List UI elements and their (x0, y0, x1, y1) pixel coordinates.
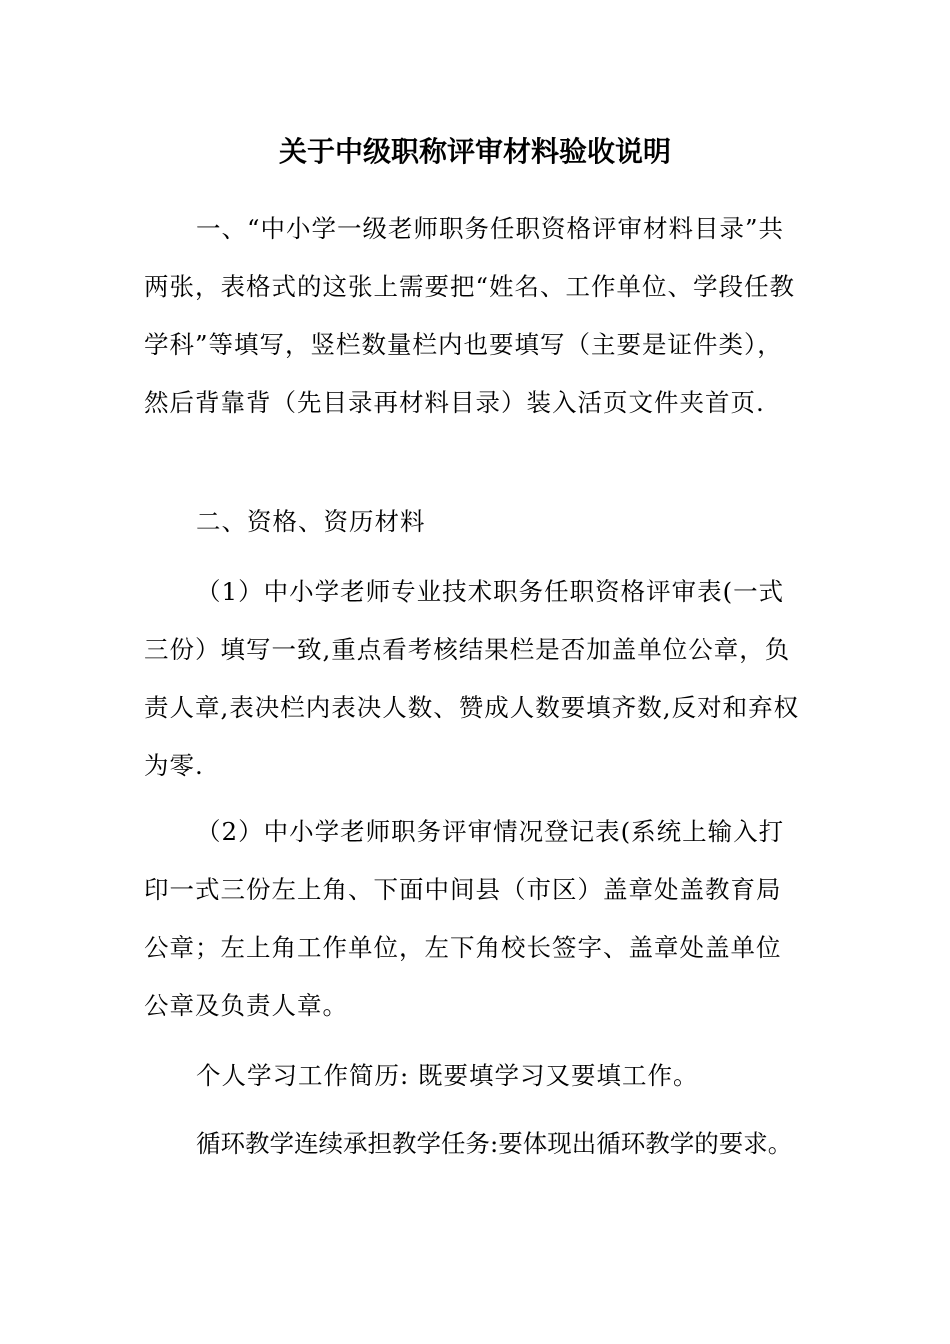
paragraph-work-history: 个人学习工作简历: 既要填学习又要填工作。 (196, 1061, 699, 1090)
paragraph-catalog-instructions: 一、“中小学一级老师职务任职资格评审材料目录”共两张，表格式的这张上需要把“姓名、工作单位、学段任教学科”等填写，竖栏数量栏内也要填写（主要是证件类），然后背靠背（先目录再材料目录）装入活页文件夹首页. (144, 214, 796, 417)
paragraph-cyclic-teaching: 循环教学连续承担教学任务:要体现出循环教学的要求。 (196, 1129, 793, 1158)
paragraph-review-form: （1）中小学老师专业技术职务任职资格评审表(一式三份）填写一致,重点看考核结果栏是否加盖单位公章，负责人章,表决栏内表决人数、赞成人数要填齐数,反对和弃权为零. (144, 577, 800, 780)
paragraph-section-heading: 二、资格、资历材料 (196, 507, 426, 536)
paragraph-registration-form: （2）中小学老师职务评审情况登记表(系统上输入打印一式三份左上角、下面中间县（市区）盖章处盖教育局公章；左上角工作单位，左下角校长签字、盖章处盖单位公章及负责人章。 (144, 817, 785, 1020)
document-title: 关于中级职称评审材料验收说明 (278, 135, 671, 168)
